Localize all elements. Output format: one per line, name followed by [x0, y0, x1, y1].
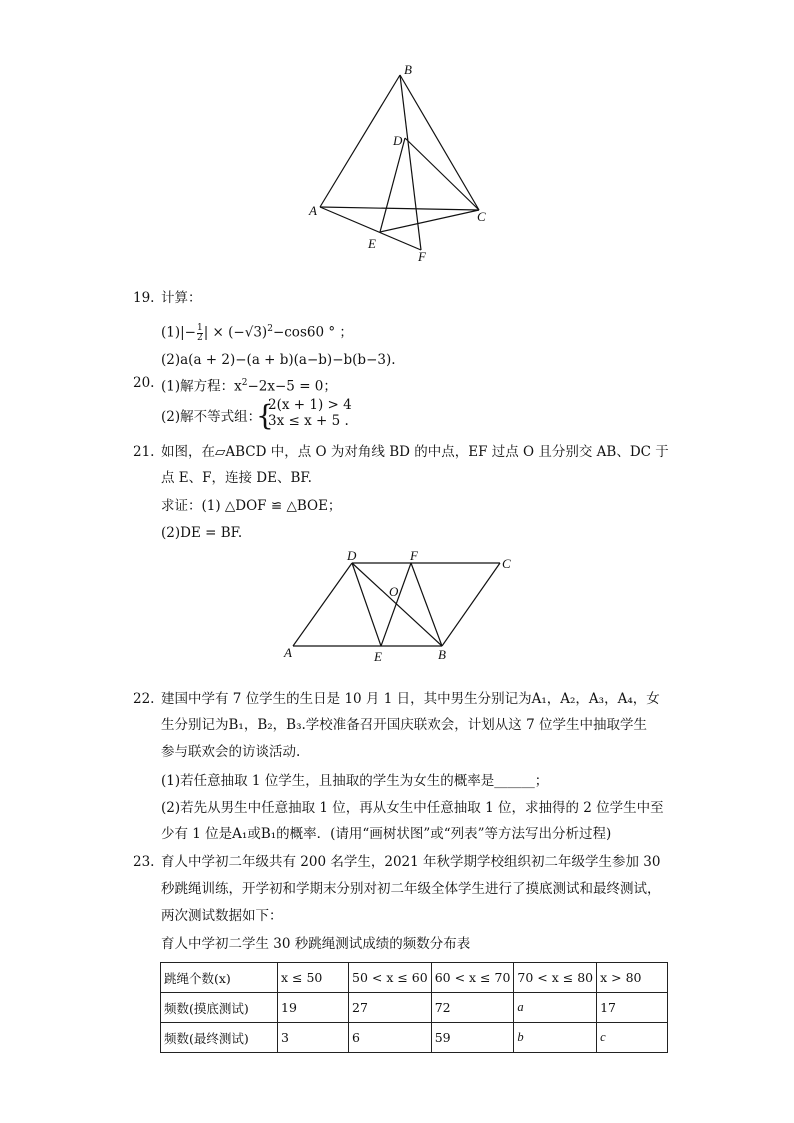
- table-row: [161, 1023, 668, 1053]
- table-cell: 50 < x ≤ 60: [349, 963, 432, 993]
- table-cell: b: [514, 1023, 597, 1053]
- table-cell: 频数(最终测试): [161, 1023, 278, 1053]
- q23-line1: 育人中学初二年级共有 200 名学生，2021 年秋学期学校组织初二年级学生参加 30: [161, 854, 661, 870]
- q19-title: 计算：: [161, 290, 202, 306]
- q20-ineq2: 3x ≤ x + 5 .: [268, 413, 349, 429]
- q21-line4: (2)DE = BF.: [161, 525, 243, 541]
- fig2-label-c: C: [502, 556, 511, 571]
- q21-line3: 求证：(1) △DOF ≌ △BOE；: [161, 498, 342, 514]
- table-cell: 70 < x ≤ 80: [514, 963, 597, 993]
- q23-line2: 秒跳绳训练，开学初和学期末分别对初二年级全体学生进行了摸底测试和最终测试，: [161, 881, 661, 897]
- fig2-label-o: O: [389, 584, 399, 599]
- q19-part1: (1)|− $\frac{1}{2}$ | × $(-√3)^2-\cos 60$ ° ；: [161, 322, 353, 343]
- q22-line4: (1)若任意抽取 1 位学生，且抽取的学生为女生的概率是______；: [161, 773, 549, 789]
- fig1-label-e: E: [368, 236, 376, 251]
- q20-number: 20.: [133, 375, 155, 391]
- q20-part1: (1)解方程：$x^2-2x-5 = 0$；: [161, 378, 337, 395]
- q22-line3: 参与联欢会的访谈活动.: [161, 744, 301, 760]
- fig2-label-f: F: [410, 548, 418, 563]
- table-cell: 72: [431, 993, 514, 1023]
- q22-line6: 少有 1 位是A₁或B₁的概率．(请用“画树状图”或“列表”等方法写出分析过程): [161, 826, 612, 842]
- fig1-label-c: C: [477, 209, 486, 224]
- table-cell: 59: [431, 1023, 514, 1053]
- q23-line3: 两次测试数据如下：: [161, 908, 283, 924]
- table-cell: x ≤ 50: [278, 963, 349, 993]
- table-cell: 3: [278, 1023, 349, 1053]
- q22-line5: (2)若先从男生中任意抽取 1 位，再从女生中任意抽取 1 位，求抽得的 2 位学生中至: [161, 800, 664, 816]
- q22-number: 22.: [133, 691, 155, 707]
- table-cell: x > 80: [597, 963, 668, 993]
- q22-line2: 生分别记为B₁，B₂，B₃.学校准备召开国庆联欢会，计划从这 7 位学生中抽取学生: [161, 717, 647, 733]
- frequency-table: [160, 962, 668, 1053]
- q23-table-title: 育人中学初二学生 30 秒跳绳测试成绩的频数分布表: [161, 936, 471, 952]
- fig1-label-f: F: [418, 249, 426, 264]
- fig2-label-e: E: [374, 649, 382, 664]
- table-cell: 跳绳个数(x): [161, 963, 278, 993]
- system-brace: {: [256, 399, 274, 432]
- q20-ineq1: 2(x + 1) > 4: [268, 397, 352, 413]
- table-cell: c: [597, 1023, 668, 1053]
- table-cell: 19: [278, 993, 349, 1023]
- fig1-label-d: D: [393, 133, 403, 148]
- table-cell: 频数(摸底测试): [161, 993, 278, 1023]
- fig2-label-a: A: [284, 645, 292, 660]
- fig2-label-d: D: [347, 548, 357, 563]
- table-row: [161, 993, 668, 1023]
- table-cell: 27: [349, 993, 432, 1023]
- q19-part2: (2)a(a + 2)−(a + b)(a−b)−b(b−3).: [161, 352, 396, 368]
- table-cell: a: [514, 993, 597, 1023]
- table-cell: 60 < x ≤ 70: [431, 963, 514, 993]
- table-cell: 17: [597, 993, 668, 1023]
- fig2-label-b: B: [438, 647, 446, 662]
- q21-line1: 如图，在▱ABCD 中，点 O 为对角线 BD 的中点，EF 过点 O 且分别交 AB、DC 于: [161, 444, 669, 460]
- q22-line1: 建国中学有 7 位学生的生日是 10 月 1 日，其中男生分别记为A₁，A₂，A₃，A₄，女: [161, 691, 660, 707]
- q21-line2: 点 E、F，连接 DE、BF.: [161, 470, 312, 486]
- fig1-label-b: B: [404, 62, 412, 77]
- table-row: [161, 963, 668, 993]
- fig1-label-a: A: [309, 203, 317, 218]
- q23-number: 23.: [133, 854, 155, 870]
- q20-part2-label: (2)解不等式组：: [161, 409, 262, 425]
- table-cell: 6: [349, 1023, 432, 1053]
- q19-number: 19.: [133, 290, 155, 306]
- q21-number: 21.: [133, 444, 155, 460]
